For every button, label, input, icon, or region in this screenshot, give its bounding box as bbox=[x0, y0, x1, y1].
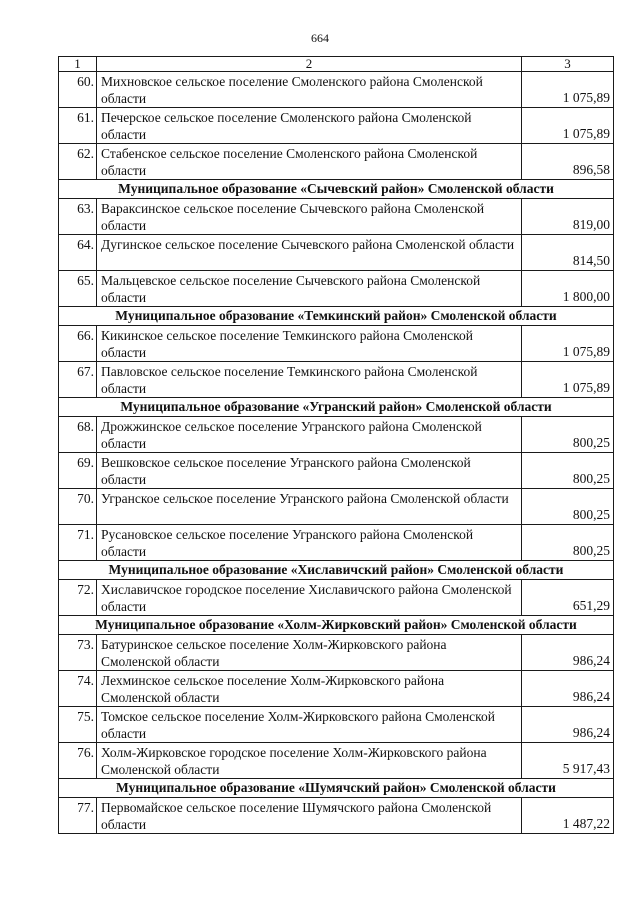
allocation-value: 986,24 bbox=[522, 635, 614, 671]
table-body bbox=[59, 57, 614, 834]
table-row bbox=[59, 108, 614, 144]
settlement-name: Мальцевское сельское поселение Сычевского района Смоленской области bbox=[97, 271, 522, 307]
allocation-value: 1 800,00 bbox=[522, 271, 614, 307]
row-number: 65. bbox=[59, 271, 97, 307]
section-header-row bbox=[59, 616, 614, 635]
table-row bbox=[59, 489, 614, 525]
table-row bbox=[59, 580, 614, 616]
row-number: 77. bbox=[59, 798, 97, 834]
table-row bbox=[59, 635, 614, 671]
allocation-value: 1 075,89 bbox=[522, 326, 614, 362]
allocation-value: 651,29 bbox=[522, 580, 614, 616]
row-number: 62. bbox=[59, 144, 97, 180]
settlement-name: Угранское сельское поселение Угранского района Смоленской области bbox=[97, 489, 522, 525]
row-number: 66. bbox=[59, 326, 97, 362]
table-row bbox=[59, 743, 614, 779]
column-header-name: 2 bbox=[97, 57, 522, 72]
settlement-name: Томское сельское поселение Холм-Жирковского района Смоленской области bbox=[97, 707, 522, 743]
section-header-row bbox=[59, 779, 614, 798]
allocation-value: 800,25 bbox=[522, 417, 614, 453]
section-title: Муниципальное образование «Шумячский район» Смоленской области bbox=[59, 779, 614, 798]
row-number: 70. bbox=[59, 489, 97, 525]
allocation-value: 1 075,89 bbox=[522, 108, 614, 144]
row-number: 67. bbox=[59, 362, 97, 398]
header-row bbox=[59, 57, 614, 72]
row-number: 72. bbox=[59, 580, 97, 616]
settlement-name: Павловское сельское поселение Темкинского района Смоленской области bbox=[97, 362, 522, 398]
allocation-value: 819,00 bbox=[522, 199, 614, 235]
section-title: Муниципальное образование «Сычевский район» Смоленской области bbox=[59, 180, 614, 199]
table-row bbox=[59, 144, 614, 180]
settlement-name: Дугинское сельское поселение Сычевского района Смоленской области bbox=[97, 235, 522, 271]
allocation-value: 800,25 bbox=[522, 453, 614, 489]
table-row bbox=[59, 199, 614, 235]
settlement-name: Русановское сельское поселение Угранского района Смоленской области bbox=[97, 525, 522, 561]
table-row bbox=[59, 525, 614, 561]
allocation-value: 1 075,89 bbox=[522, 72, 614, 108]
section-header-row bbox=[59, 561, 614, 580]
settlement-name: Батуринское сельское поселение Холм-Жирковского района Смоленской области bbox=[97, 635, 522, 671]
table-row bbox=[59, 362, 614, 398]
table-row bbox=[59, 798, 614, 834]
settlement-name: Кикинское сельское поселение Темкинского района Смоленской области bbox=[97, 326, 522, 362]
allocation-value: 800,25 bbox=[522, 525, 614, 561]
row-number: 68. bbox=[59, 417, 97, 453]
settlement-name: Холм-Жирковское городское поселение Холм-Жирковского района Смоленской области bbox=[97, 743, 522, 779]
section-title: Муниципальное образование «Холм-Жирковский район» Смоленской области bbox=[59, 616, 614, 635]
allocation-value: 800,25 bbox=[522, 489, 614, 525]
table-row bbox=[59, 417, 614, 453]
table-row bbox=[59, 235, 614, 271]
allocation-value: 986,24 bbox=[522, 671, 614, 707]
allocation-value: 5 917,43 bbox=[522, 743, 614, 779]
column-header-number: 1 bbox=[59, 57, 97, 72]
column-header-value: 3 bbox=[522, 57, 614, 72]
settlement-name: Стабенское сельское поселение Смоленского района Смоленской области bbox=[97, 144, 522, 180]
settlement-name: Вешковское сельское поселение Угранского района Смоленской области bbox=[97, 453, 522, 489]
row-number: 73. bbox=[59, 635, 97, 671]
section-title: Муниципальное образование «Темкинский район» Смоленской области bbox=[59, 307, 614, 326]
allocation-table bbox=[58, 56, 614, 834]
settlement-name: Первомайское сельское поселение Шумячского района Смоленской области bbox=[97, 798, 522, 834]
row-number: 71. bbox=[59, 525, 97, 561]
row-number: 64. bbox=[59, 235, 97, 271]
table-row bbox=[59, 326, 614, 362]
row-number: 75. bbox=[59, 707, 97, 743]
settlement-name: Михновское сельское поселение Смоленского района Смоленской области bbox=[97, 72, 522, 108]
table-row bbox=[59, 453, 614, 489]
allocation-value: 814,50 bbox=[522, 235, 614, 271]
section-header-row bbox=[59, 180, 614, 199]
table-row bbox=[59, 671, 614, 707]
allocation-value: 1 075,89 bbox=[522, 362, 614, 398]
row-number: 63. bbox=[59, 199, 97, 235]
row-number: 69. bbox=[59, 453, 97, 489]
section-header-row bbox=[59, 398, 614, 417]
allocation-value: 1 487,22 bbox=[522, 798, 614, 834]
settlement-name: Лехминское сельское поселение Холм-Жирковского района Смоленской области bbox=[97, 671, 522, 707]
section-header-row bbox=[59, 307, 614, 326]
row-number: 60. bbox=[59, 72, 97, 108]
settlement-name: Хиславичское городское поселение Хиславичского района Смоленской области bbox=[97, 580, 522, 616]
row-number: 61. bbox=[59, 108, 97, 144]
page-number: 664 bbox=[311, 31, 329, 45]
section-title: Муниципальное образование «Угранский район» Смоленской области bbox=[59, 398, 614, 417]
row-number: 74. bbox=[59, 671, 97, 707]
settlement-name: Вараксинское сельское поселение Сычевского района Смоленской области bbox=[97, 199, 522, 235]
table-row bbox=[59, 707, 614, 743]
section-title: Муниципальное образование «Хиславичский район» Смоленской области bbox=[59, 561, 614, 580]
table-row bbox=[59, 271, 614, 307]
allocation-value: 896,58 bbox=[522, 144, 614, 180]
table-row bbox=[59, 72, 614, 108]
allocation-value: 986,24 bbox=[522, 707, 614, 743]
settlement-name: Дрожжинское сельское поселение Угранского района Смоленской области bbox=[97, 417, 522, 453]
row-number: 76. bbox=[59, 743, 97, 779]
settlement-name: Печерское сельское поселение Смоленского района Смоленской области bbox=[97, 108, 522, 144]
